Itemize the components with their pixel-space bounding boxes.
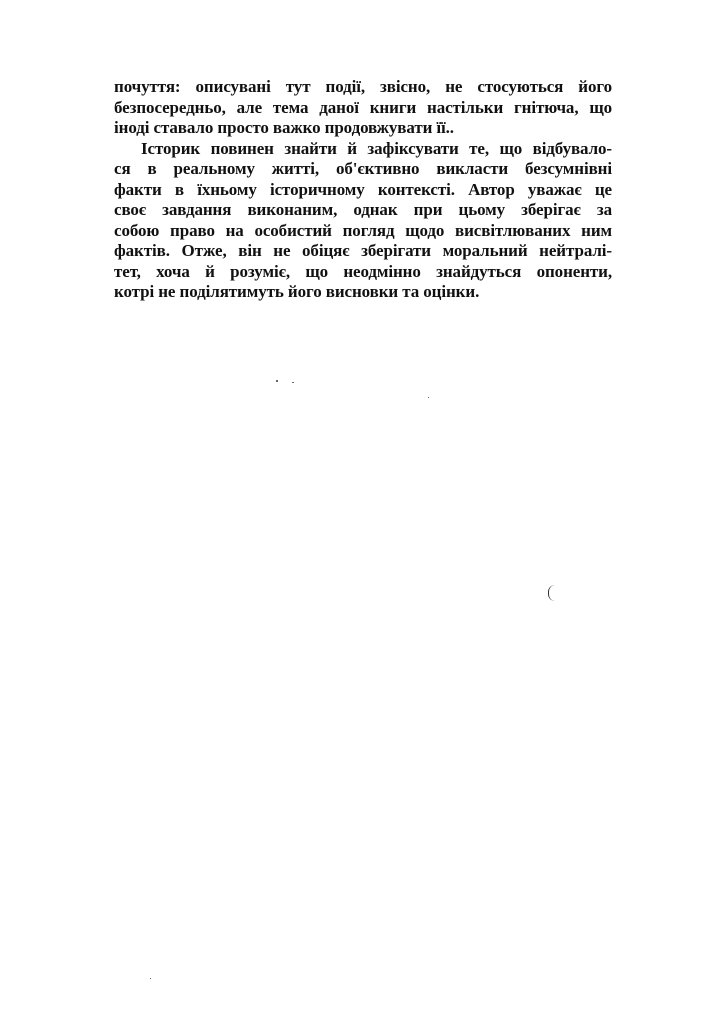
text-line: безпосередньо, але тема даної книги настільки гнітюча, що bbox=[114, 97, 612, 117]
body-text bbox=[114, 77, 612, 303]
text-line: фактів. Отже, він не обіцяє зберігати моральний нейтралі- bbox=[114, 241, 612, 260]
text-line: тет, хоча й розуміє, що неодмінно знайдуться опоненти, bbox=[114, 261, 612, 281]
scan-speck bbox=[276, 380, 278, 382]
text-line: почуття: описувані тут події, звісно, не стосуються його bbox=[114, 77, 612, 96]
scan-speck bbox=[428, 397, 429, 398]
paragraph-2 bbox=[114, 139, 612, 303]
text-line: котрі не поділятимуть його висновки та оцінки. bbox=[114, 282, 480, 301]
text-line: факти в їхньому історичному контексті. Автор уважає це bbox=[114, 179, 612, 199]
text-line: Історик повинен знайти й зафіксувати те, що відбувало- bbox=[141, 138, 612, 158]
scan-speck bbox=[150, 978, 151, 979]
text-line: собою право на особистий погляд щодо висвітлюваних ним bbox=[114, 220, 612, 240]
scan-speck bbox=[292, 382, 294, 383]
text-line: своє завдання виконаним, однак при цьому зберігає за bbox=[114, 200, 612, 219]
text-line: ся в реальному житті, об'єктивно викласти безсумнівні bbox=[114, 159, 612, 178]
text-line: іноді ставало просто важко продовжувати її.. bbox=[114, 118, 454, 137]
scan-stray-mark bbox=[548, 585, 555, 601]
paragraph-1 bbox=[114, 77, 612, 139]
